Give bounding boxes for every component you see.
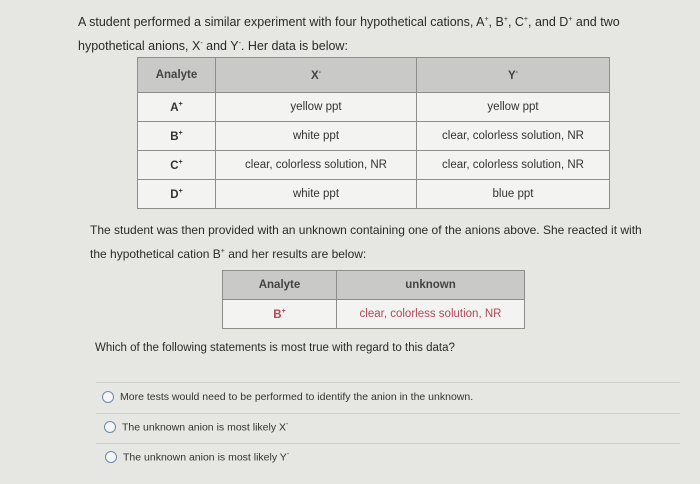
unknown-paragraph: The student was then provided with an unknown containing one of the anions above. She reacted it with the hypothetical cation B+ and her results are below:	[90, 223, 642, 261]
table-row: C+ clear, colorless solution, NR clear, colorless solution, NR	[138, 151, 610, 180]
table-row: B+ clear, colorless solution, NR	[223, 300, 525, 329]
question-text: Which of the following statements is most true with regard to this data?	[95, 342, 455, 354]
option-anion-x[interactable]: The unknown anion is most likely X-	[104, 421, 288, 434]
radio-button[interactable]	[102, 391, 114, 403]
header-x: X-	[216, 58, 417, 93]
divider	[96, 382, 680, 383]
divider	[96, 413, 680, 414]
option-more-tests[interactable]: More tests would need to be performed to identify the anion in the unknown.	[102, 391, 473, 403]
header-analyte: Analyte	[138, 58, 216, 93]
unknown-table	[222, 270, 525, 329]
table-row: A+ yellow ppt yellow ppt	[138, 93, 610, 122]
table-row: B+ white ppt clear, colorless solution, NR	[138, 122, 610, 151]
option-anion-y[interactable]: The unknown anion is most likely Y-	[105, 451, 289, 464]
table-row: D+ white ppt blue ppt	[138, 180, 610, 209]
data-table	[137, 57, 610, 209]
divider	[96, 443, 680, 444]
radio-button[interactable]	[104, 421, 116, 433]
intro-text: A student performed a similar experiment with four hypothetical cations, A+, B+, C+, and D+ and two hypothetical anions, X- and Y-. Her data is below:	[78, 15, 620, 54]
header-analyte: Analyte	[223, 271, 337, 300]
header-unknown: unknown	[337, 271, 525, 300]
header-y: Y-	[417, 58, 610, 93]
radio-button[interactable]	[105, 451, 117, 463]
